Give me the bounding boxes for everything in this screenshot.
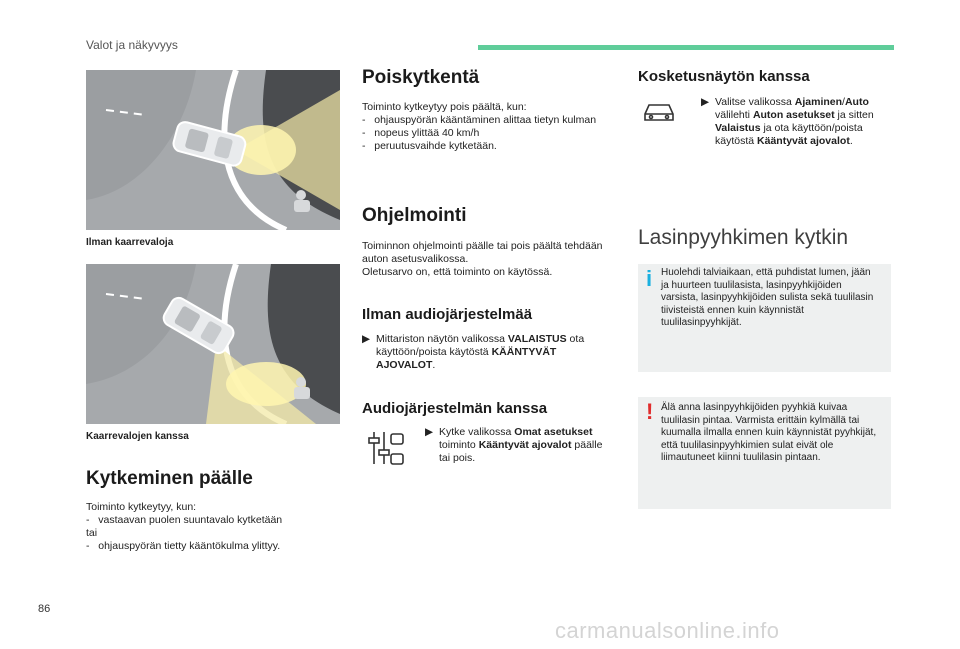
car-icon — [642, 100, 676, 129]
menu-option: Kääntyvät ajovalot — [478, 439, 572, 451]
figure-caption: Kaarrevalojen kanssa — [86, 431, 189, 442]
warning-text: Älä anna lasinpyyhkijöiden pyyhkiä kuivaa tuulilasin pintaa. Varmista erittäin kylmällä tai kuumalla ilmalla ennen kuin käynnistät pyyhkijät, että tuulilasinpyyhkimien sulat eivät ole liimautuneet kiinni tuulilasin pintaan. — [661, 402, 877, 463]
subsection-heading: Audiojärjestelmän kanssa — [362, 400, 548, 417]
section-heading: Lasinpyyhkimen kytkin — [638, 226, 849, 249]
menu-option: KÄÄNTYVÄT AJOVALOT — [376, 346, 557, 371]
list-item: - nopeus ylittää 40 km/h — [362, 127, 480, 139]
text: ja ota käyttöön/poista käytöstä — [715, 122, 863, 147]
warning-icon: ! — [646, 399, 654, 424]
info-icon: i — [646, 266, 653, 291]
section-heading: Ohjelmointi — [362, 205, 467, 226]
illustration-without-cornering-lights — [86, 70, 340, 230]
list-item: tai — [86, 527, 98, 539]
figure-caption: Ilman kaarrevaloja — [86, 237, 174, 248]
section-body — [362, 101, 616, 153]
instruction-text — [715, 96, 886, 148]
warning-box — [638, 397, 891, 509]
text: päälle tai pois. — [439, 439, 603, 464]
instruction-item — [425, 426, 615, 465]
header-accent-bar — [478, 45, 894, 50]
subsection-heading: Kosketusnäytön kanssa — [638, 68, 810, 85]
menu-name: Ajaminen — [794, 96, 843, 108]
text: ota käyttöön/poista käytöstä — [376, 333, 585, 358]
text: Kytke valikossa — [439, 426, 515, 438]
menu-name: VALAISTUS — [507, 333, 567, 345]
page-number: 86 — [38, 603, 51, 615]
arrow-bullet-icon: ▶︎ — [425, 426, 434, 438]
instruction-text — [439, 426, 615, 465]
paragraph: Toiminto kytkeytyy pois päältä, kun: — [362, 101, 527, 113]
list-item: - vastaavan puolen suuntavalo kytketään — [86, 514, 283, 526]
tab-name: Auton asetukset — [752, 109, 835, 121]
text: toiminto — [439, 439, 479, 451]
text: . — [849, 135, 853, 147]
list-item: - ohjauspyörän tietty kääntökulma ylittyy. — [86, 540, 281, 552]
subsection-heading: Ilman audiojärjestelmää — [362, 306, 533, 323]
arrow-bullet-icon: ▶︎ — [362, 333, 371, 345]
info-box — [638, 264, 891, 372]
text: . — [432, 359, 436, 371]
text: välilehti — [715, 109, 753, 121]
section-heading: Kytkeminen päälle — [86, 468, 253, 489]
text: ja sitten — [834, 109, 874, 121]
list-item: - peruutusvaihde kytketään. — [362, 140, 497, 152]
arrow-bullet-icon: ▶︎ — [701, 96, 710, 108]
section-body — [362, 240, 616, 279]
section-header-title: Valot ja näkyvyys — [86, 38, 178, 52]
paragraph: Oletusarvo on, että toiminto on käytössä. — [362, 266, 553, 278]
illustration-with-cornering-lights — [86, 264, 340, 424]
instruction-item — [362, 333, 616, 372]
menu-option: Kääntyvät ajovalot — [757, 135, 850, 147]
watermark: carmanualsonline.info — [555, 618, 780, 643]
text: Valitse valikossa — [715, 96, 795, 108]
section-heading: Poiskytkentä — [362, 67, 480, 88]
text: / — [842, 96, 845, 108]
menu-name: Omat asetukset — [514, 426, 593, 438]
menu-option: Valaistus — [715, 122, 761, 134]
audio-settings-icon — [366, 430, 406, 473]
instruction-item — [701, 96, 886, 148]
section-body — [86, 501, 340, 553]
paragraph: Toiminnon ohjelmointi päälle tai pois päältä tehdään auton asetusvalikossa. — [362, 240, 603, 265]
menu-name: Auto — [844, 96, 869, 108]
list-item: - ohjauspyörän kääntäminen alittaa tietyn kulman — [362, 114, 597, 126]
instruction-text — [376, 333, 616, 372]
paragraph: Toiminto kytkeytyy, kun: — [86, 501, 197, 513]
info-text: Huolehdi talviaikaan, että puhdistat lumen, jään ja huurteen tuulilasista, lasinpyyhkijöiden varsista, lasinpyyhkijöiden sulista sekä tuulilasin tiivisteistä ennen kuin käynnistät tuulilasinpyyhkijät. — [661, 267, 874, 328]
text: Mittariston näytön valikossa — [376, 333, 508, 345]
